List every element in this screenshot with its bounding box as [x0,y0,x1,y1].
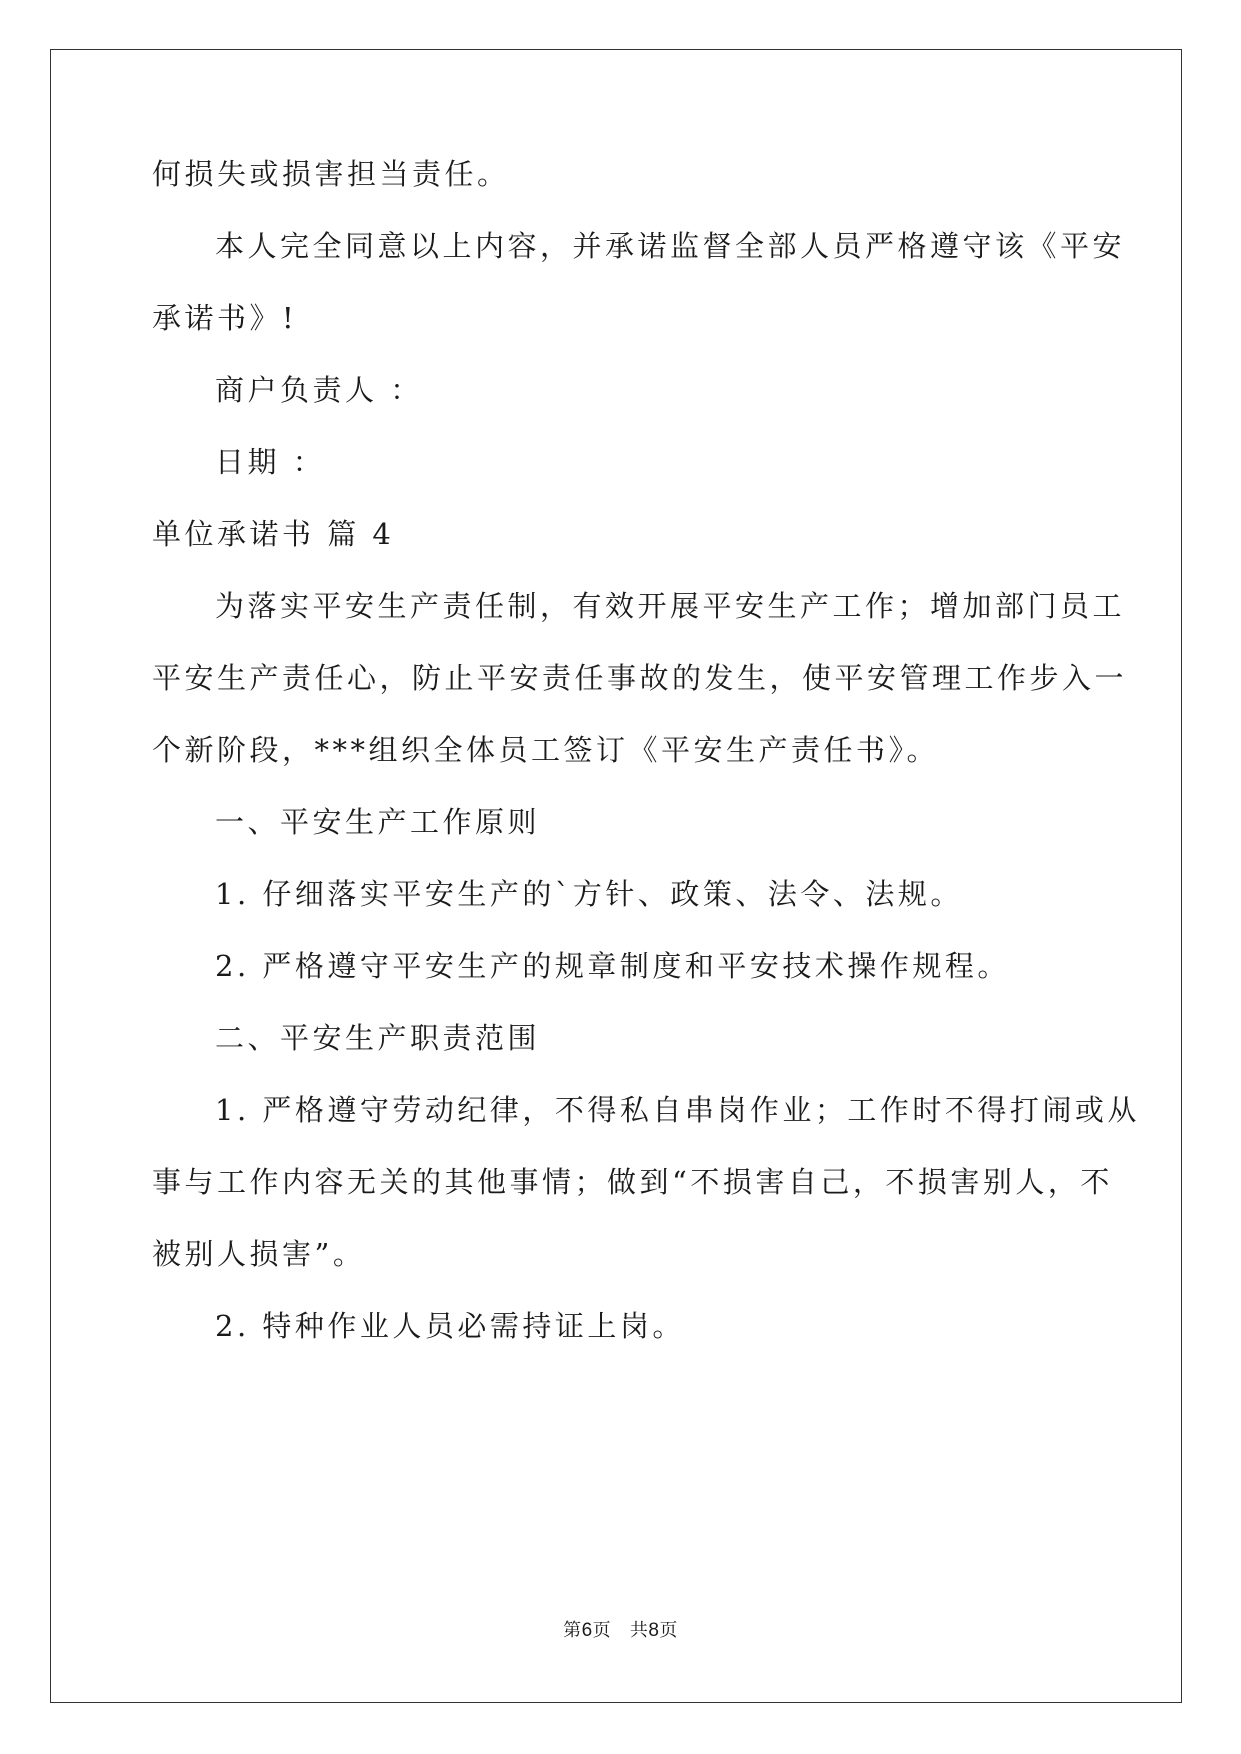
text-line: 二、平安生产职责范围 [215,1021,541,1055]
text-line: 2. 严格遵守平安生产的规章制度和平安技术操作规程。 [215,949,1010,983]
text-line: 2. 特种作业人员必需持证上岗。 [215,1309,685,1343]
text-line: 一、平安生产工作原则 [215,805,541,839]
page-current: 6 [581,1620,593,1641]
text-line: 事与工作内容无关的其他事情；做到“不损害自己，不损害别人，不 [152,1165,1113,1199]
page-footer [0,1619,1241,1643]
text-line: 1. 严格遵守劳动纪律，不得私自串岗作业；工作时不得打闹或从 [215,1093,1140,1127]
text-line: 何损失或损害担当责任。 [152,157,510,191]
page-total: 8 [648,1620,660,1641]
page-prefix: 第 [563,1620,582,1641]
text-line: 平安生产责任心，防止平安责任事故的发生，使平安管理工作步入一 [152,661,1128,695]
total-prefix: 共 [629,1620,649,1641]
text-line: 本人完全同意以上内容，并承诺监督全部人员严格遵守该《平安 [215,229,1126,263]
text-line: 商户负责人 ： [215,373,423,407]
text-line: 1. 仔细落实平安生产的`方针、政策、法令、法规。 [215,877,963,911]
text-line: 个新阶段，***组织全体员工签订《平安生产责任书》。 [152,733,940,767]
text-line: 为落实平安生产责任制，有效开展平安生产工作；增加部门员工 [215,589,1126,623]
total-suffix: 页 [659,1620,678,1641]
text-line: 被别人损害”。 [152,1237,366,1271]
page-suffix: 页 [592,1620,612,1641]
text-line: 承诺书》! [152,301,298,335]
section-heading: 单位承诺书 篇 4 [152,517,395,551]
text-line: 日期 ： [215,445,326,479]
